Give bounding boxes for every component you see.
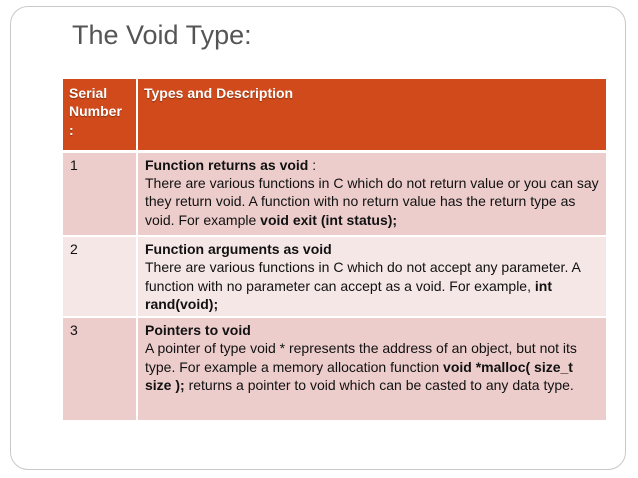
code-example: void exit (int status); [260,211,398,228]
serial-cell: 1 [63,151,137,236]
description-cell [137,236,606,317]
description-text: There are various functions in C which do not accept any parameter. A function with no parameter can accept as a void. For example, [145,259,581,294]
type-heading: Function returns as void [145,156,309,173]
table-row [63,317,606,420]
header-serial-number: Serial Number : [63,79,137,151]
code-example: void *malloc( size_t size ); [145,358,573,394]
description-text: There are various functions in C which do not return value or you can say they return void. A function with no return value has the return type as void. For example [145,174,599,228]
type-heading: Pointers to void [145,322,251,338]
table-row [63,236,606,317]
table-header-row [63,79,606,151]
code-example: int rand(void); [145,277,552,313]
serial-cell: 3 [63,317,137,420]
type-heading-suffix: : [308,156,317,173]
void-types-table [63,79,606,420]
description-cell [137,317,606,420]
slide-title: The Void Type: [72,20,252,50]
header-types-description: Types and Description [137,79,606,151]
description-text: A pointer of type void * represents the address of an object, but not its type. For example a memory allocation function [145,340,577,375]
serial-cell: 2 [63,236,137,317]
type-heading: Function arguments as void [145,241,332,257]
description-cell [137,151,606,236]
description-text-after: returns a pointer to void which can be casted to any data type. [184,377,574,394]
table-row [63,151,606,236]
